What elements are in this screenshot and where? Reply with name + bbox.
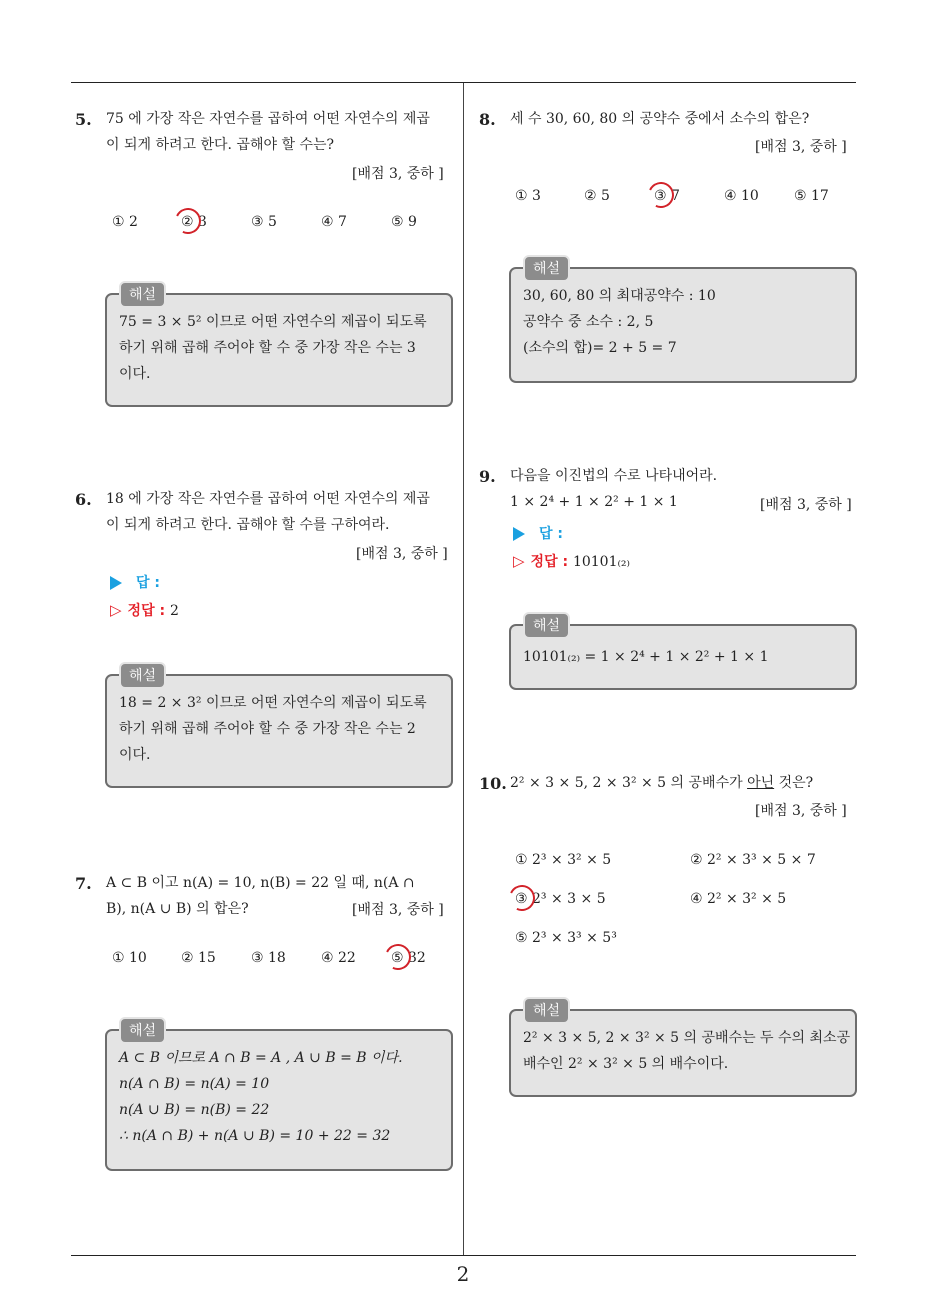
q7-choice-1[interactable]: ① 10 [112,950,147,966]
q10-number: 10. [479,774,507,793]
q6-correct-label: 정답 : [127,603,166,619]
q5-sol-line3: 이다. [119,366,151,382]
q8-choice-3[interactable]: ③ 7 [654,188,680,204]
q8-sol-line2: 공약수 중 소수 : 2, 5 [523,314,654,330]
column-divider [463,83,464,1255]
q5-solution-box [105,287,453,407]
q10-choice-2[interactable]: ② 2² × 3³ × 5 × 7 [690,852,816,868]
q5-text [106,106,430,158]
q7-sol-line3: n(A ∪ B) = n(B) = 22 [119,1102,270,1118]
q8-solution-tag: 해설 [523,255,570,282]
q7-line2: B), n(A ∪ B) 의 합은? [106,901,249,917]
q8-choice-2[interactable]: ② 5 [584,188,610,204]
q7-choice-4[interactable]: ④ 22 [321,950,356,966]
q7-solution-tag: 해설 [119,1017,166,1044]
q6-answer-label: 답 : [136,575,160,591]
q7-choice-5[interactable]: ⑤ 32 [391,950,426,966]
q9-solution-text [523,644,768,670]
q9-solution-box [509,618,857,690]
q5-choice-3[interactable]: ③ 5 [251,214,277,230]
q6-grade: [배점 3, 중하 ] [356,546,448,562]
q7-sol-line1: A ⊂ B 이므로 A ∩ B = A , A ∪ B = B 이다. [119,1050,403,1066]
q8-solution-text [523,283,716,361]
bottom-rule [71,1255,856,1256]
q10-choice-3[interactable]: ③ 2³ × 3 × 5 [515,891,606,907]
q6-solution-text [119,690,427,768]
q8-choice-5[interactable]: ⑤ 17 [794,188,829,204]
q6-line1: 18 에 가장 작은 자연수를 곱하여 어떤 자연수의 제곱 [106,491,430,507]
play-arrow-icon [110,576,122,590]
q5-line1: 75 에 가장 작은 자연수를 곱하여 어떤 자연수의 제곱 [106,111,430,127]
q5-number: 5. [75,110,92,129]
q7-choice-3[interactable]: ③ 18 [251,950,286,966]
q10-solution-tag: 해설 [523,997,570,1024]
q5-sol-line2: 하기 위해 곱해 주어야 할 수 중 가장 작은 수는 3 [119,340,416,356]
q9-answer-row [513,523,563,543]
outline-arrow-icon: ▷ [110,601,122,619]
q5-line2: 이 되게 하려고 한다. 곱해야 할 수는? [106,137,334,153]
q7-line1: A ⊂ B 이고 n(A) = 10, n(B) = 22 일 때, n(A ∩ [106,875,415,891]
q9-correct-row [513,551,630,571]
q8-solution-box [509,261,857,383]
q9-solution-tag: 해설 [523,612,570,639]
q7-choice-2[interactable]: ② 15 [181,950,216,966]
q9-correct-label: 정답 : [530,554,569,570]
q6-correct-value: 2 [169,603,179,619]
q6-sol-line2: 하기 위해 곱해 주어야 할 수 중 가장 작은 수는 2 [119,721,416,737]
q10-choice-5[interactable]: ⑤ 2³ × 3³ × 5³ [515,930,617,946]
q5-choice-5[interactable]: ⑤ 9 [391,214,417,230]
q10-solution-text [523,1025,850,1077]
q5-sol-line1: 75 = 3 × 5² 이므로 어떤 자연수의 제곱이 되도록 [119,314,427,330]
q8-sol-line1: 30, 60, 80 의 최대공약수 : 10 [523,288,716,304]
q6-sol-line3: 이다. [119,747,151,763]
q5-solution-text [119,309,427,387]
q9-text [510,463,717,515]
q5-choice-1[interactable]: ① 2 [112,214,138,230]
q5-solution-tag: 해설 [119,281,166,308]
q10-choice-1[interactable]: ① 2³ × 3² × 5 [515,852,612,868]
q9-number: 9. [479,467,496,486]
q6-solution-tag: 해설 [119,662,166,689]
q5-answer-mark [171,204,204,237]
q6-text [106,486,430,538]
q8-answer-mark [644,178,677,211]
q9-correct-value: 10101₍₂₎ [572,554,630,570]
q5-grade: [배점 3, 중하 ] [352,166,444,182]
q10-sol-line2: 배수인 2² × 3² × 5 의 배수이다. [523,1056,729,1072]
q6-answer-row [110,572,160,592]
q6-solution-box [105,668,453,788]
q9-answer-label: 답 : [539,526,563,542]
q10-choice-4[interactable]: ④ 2² × 3² × 5 [690,891,787,907]
q8-grade: [배점 3, 중하 ] [755,139,847,155]
q10-grade: [배점 3, 중하 ] [755,803,847,819]
q7-number: 7. [75,874,92,893]
q8-choice-1[interactable]: ① 3 [515,188,541,204]
q6-line2: 이 되게 하려고 한다. 곱해야 할 수를 구하여라. [106,517,390,533]
play-arrow-icon [513,527,525,541]
q9-sol-line1: 10101₍₂₎ = 1 × 2⁴ + 1 × 2² + 1 × 1 [523,649,769,665]
q8-choice-4[interactable]: ④ 10 [724,188,759,204]
q10-text [510,770,813,796]
q9-grade: [배점 3, 중하 ] [760,497,852,513]
q10-solution-box [509,1003,857,1097]
q9-line2: 1 × 2⁴ + 1 × 2² + 1 × 1 [510,494,678,510]
outline-arrow-icon: ▷ [513,552,525,570]
q7-grade: [배점 3, 중하 ] [352,902,444,918]
page-number: 2 [456,1262,470,1286]
q10-line1-underlined: 아닌 [747,775,775,791]
q10-answer-mark [505,881,538,914]
q10-line1-pre: 2² × 3 × 5, 2 × 3² × 5 의 공배수가 [510,775,748,791]
q6-sol-line1: 18 = 2 × 3² 이므로 어떤 자연수의 제곱이 되도록 [119,695,427,711]
q7-solution-text [119,1045,403,1149]
q9-line1: 다음을 이진법의 수로 나타내어라. [510,468,718,484]
q7-answer-mark [381,940,414,973]
q8-number: 8. [479,110,496,129]
q10-sol-line1: 2² × 3 × 5, 2 × 3² × 5 의 공배수는 두 수의 최소공 [523,1030,851,1046]
q7-sol-line4: ∴ n(A ∩ B) + n(A ∪ B) = 10 + 22 = 32 [119,1128,391,1144]
q8-text: 세 수 30, 60, 80 의 공약수 중에서 소수의 합은? [510,111,810,127]
q8-sol-line3: (소수의 합)= 2 + 5 = 7 [523,340,677,356]
q6-number: 6. [75,490,92,509]
q5-choice-2[interactable]: ② 3 [181,214,207,230]
q7-sol-line2: n(A ∩ B) = n(A) = 10 [119,1076,270,1092]
q5-choice-4[interactable]: ④ 7 [321,214,347,230]
q7-solution-box [105,1023,453,1171]
q6-correct-row [110,600,179,620]
q10-line1-post: 것은? [774,775,814,791]
